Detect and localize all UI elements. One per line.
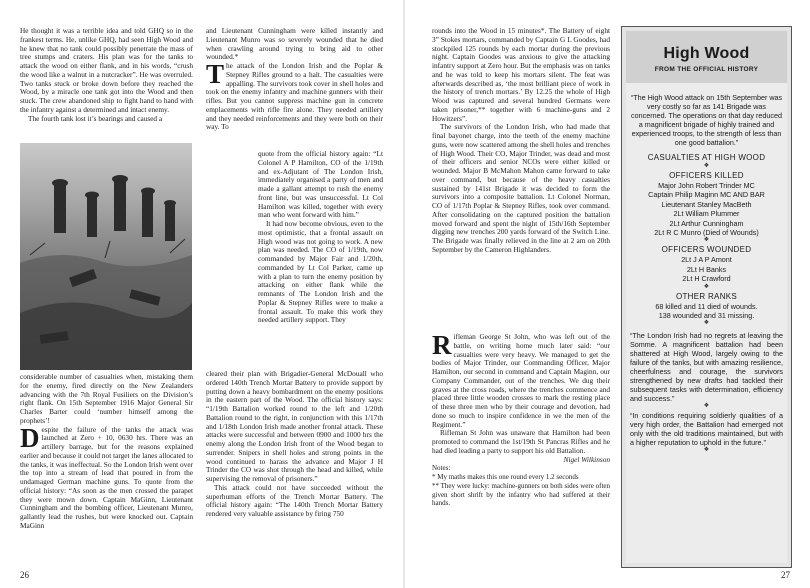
sidebar-quote: “The London Irish had no regrets at leaving the Somme. A magnificent battalion had been shattered at High Wood, largely owing to the failure of the tanks, but with amazing resilience, cheerfulness and courage, the survivors strengthened by new drafts had tackled their subsequent tasks with determination, efficiency and success.”	[630, 331, 783, 404]
list-item: Captain Philip Maginn MC AND BAR	[648, 190, 765, 200]
other-ranks-heading: OTHER RANKS	[675, 291, 738, 301]
sidebar-subtitle: FROM THE OFFICIAL HISTORY	[654, 66, 759, 73]
left-column-2-bottom	[206, 370, 383, 565]
left-column-1-top	[20, 27, 193, 141]
list-item: 138 wounded and 31 missing.	[658, 311, 755, 321]
sidebar-title: High Wood	[663, 45, 750, 62]
paragraph: cleared their plan with Brigadier-General McDouall who ordered 140th Trench Mortar Battery to provide support by putting down a heavy bombardment on the enemy positions in the eastern part of the Wood. The official history says: “1/19th Battalion worked round to the left and 1/20th Battalion round to the right, in conjunction with this 1/17th and 1/18th London Irish made another frontal attack. These attacks were successful and between 0900 and 1000 hrs the enemy along the London Irish front of the Wood began to surrender. Snipers in shell holes and strong points in the wood continued to harass the advance and Major J H Trinder the CO was shot through the head and killed, while supervising the removal of prisoners.”	[206, 370, 383, 483]
officers-wounded-heading: OFFICERS WOUNDED	[661, 245, 752, 255]
right-column-1-top	[432, 27, 610, 332]
left-column-2-narrow	[258, 150, 383, 370]
drop-cap: R	[432, 333, 452, 360]
divider-ornament: ❖	[703, 320, 710, 327]
right-column-1-bottom	[432, 333, 610, 565]
paragraph: He thought it was a terrible idea and told GHQ so in the frankest terms. He, unlike GHQ, had seen High Wood and he knew that no tank could possibly penetrate the mass of tree stumps and craters. His plan was for the tanks to attack the wood on either flank, and in his words, “crush the wood like a walnut in a nutcracker”. He was overruled. Two tanks stuck or broke down before they reached the Wood, by a miracle one tank got into the Wood and then stuck. The crew abandoned ship to fight hand to hand with the infantry against a determined and intact enemy.	[20, 27, 193, 114]
left-column-2-top	[206, 27, 383, 150]
author-signature: Nigel Wilkinson	[563, 454, 610, 464]
paragraph: ifleman George St John, who was left out of the battle, on writing home much later said: “our casualties were very heavy. We managed to get the bodies of Major Trinder, our Commanding Officer, Major Hamilton, our second in command and Captain Maginn, our Company Commander, out of the trenches. We dug their graves at the cross roads, where the trenches commence and placed three little wooden crosses to mark the resting place of these three men who by their courage and devotion, had done so much to inspire confidence in we the men of the Regiment.”	[432, 333, 610, 429]
page-number-right: 27	[781, 570, 790, 580]
sidebar-title-bar	[626, 31, 787, 83]
drop-cap: T	[206, 59, 225, 89]
divider-ornament: ❖	[703, 163, 710, 169]
paragraph: and Lieutenant Cunningham were killed instantly and Lieutenant Munro was so severely wounded that he died when crawling around trying to bring aid to other wounded.*	[206, 27, 383, 62]
paragraph: The survivors of the London Irish, who had made that final bayonet charge, into the teeth of the enemy machine guns, were now scattered among the shell holes and trenches of High Wood. Their CO, Major Trinder, was dead and most of their officers and senior NCOs were either killed or wounded. Major B McMahon Mahon came forward to take over command, but because of the heavy casualties sustained by 141st Brigade it was decided to form the survivors into a composite battalion. Lt Colonel Norman, CO of 1/17th Poplar & Stepney Rifles, took over command. After consolidating on the captured position the battalion moved forward and spent the night of 15th/16th September digging new trenches 200 yards forward of the Switch Line. The Brigade was finally relieved in the line at 2 am on 20th September by the Cameron Highlanders.	[432, 122, 610, 254]
list-item: Major John Robert Trinder MC	[658, 181, 755, 190]
divider-ornament: ❖	[703, 237, 710, 244]
list-item: 2Lt H Banks	[686, 264, 727, 274]
paragraph: he attack of the London Irish and the Poplar & Stepney Rifles ground to a halt. The casualties were appalling. The survivors took cover in shell holes and took on the enemy infantry and machine gunners with their rifles. But you cannot suppress machine gun in concrete emplacements with rifle fire alone. They needed artillery and they needed reinforcements and they were both on their way. To	[206, 61, 383, 132]
notes-label: Notes:	[432, 464, 451, 473]
paragraph: This attack could not have succeeded without the superhuman efforts of the Trench Mortar Battery. The official history again: “The 140th Trench Mortar Battery rendered very valuable assistance by firing 750	[206, 482, 383, 518]
divider-ornament: ❖	[703, 403, 710, 410]
paragraph: It had now become obvious, even to the most optimistic, that a frontal assault on High wood was not going to work. A new plan was needed. The CO of 1/19th, now commanded by Major Fair and 1/20th, commanded by Lt Col Parker, came up with a plan to turn the enemy position by attacking on either flank while the remnants of The London Irish and the Poplar & Stepney Rifles were to make a frontal assault. To make this work they needed artillery support. They	[258, 219, 383, 325]
left-column-1-bottom	[20, 373, 193, 565]
sidebar-inner	[626, 31, 787, 563]
battlefield-photo-illustration	[20, 143, 192, 370]
sidebar-quote: “In conditions requiring soldierly qualities of a very high order, the Battalion had emerged not only with the old traditions maintained, but with a higher reputation to uphold in the future.”	[630, 411, 783, 448]
battlefield-photo	[20, 143, 192, 370]
sidebar-body	[630, 93, 783, 454]
divider-ornament: ❖	[703, 447, 710, 454]
list-item: Lieutenant Stanley MacBeth	[661, 199, 752, 209]
divider-ornament: ❖	[703, 283, 710, 290]
casualties-heading: CASUALTIES AT HIGH WOOD	[647, 153, 766, 162]
left-page	[0, 0, 403, 588]
paragraph: espite the failure of the tanks the attack was launched at Zero + 10, 0630 hrs. There was an artillery barrage, but for the reasons explained earlier and because it could not target the lanes allocated to the tanks, it was ineffectual. So the London Irish went over the top into a stream of lead that poured in from the undamaged German machine guns. To quote from the official history: “As soon as the men crossed the parapet they were mown down. Captain MaGinn, Lieutenant Cunningham and the bombing officer, Lieutenant Munro, gallantly lead the rushes, but were knocked out. Captain MaGinn	[20, 424, 193, 530]
list-item: 2Lt William Plummer	[673, 209, 740, 219]
paragraph: rounds into the Wood in 15 minutes*. The Battery of eight 3” Stokes mortars, commanded by Captain G L Goodes, had stockpiled 125 rounds by each mortar during the previous night. Captain Goodes was anxious to give the attacking infantry support at Zero hour. But the emphasis was on tanks and he was told to keep his mortars silent. The feat was afterwards described as, ‘the most brilliant piece of work in the history of trench mortars.’ By 12.25 the whole of High Wood was captured and several hundred Germans were taken prisoner,** together with 6 machine-guns and 2 Howitzers”.	[432, 27, 610, 123]
list-item: 2Lt Arthur Cunningham	[669, 218, 744, 228]
list-item: 2Lt H Crawford	[682, 274, 731, 284]
high-wood-sidebar	[621, 26, 792, 568]
paragraph: quote from the official history again: “Lt Colonel A P Hamilton, CO of the 1/19th and ex-Adjutant of The London Irish, immediately organised a party of men and made a gallant attempt to rush the enemy front line, but was unsuccessful. Lt Col Hamilton was killed, together with every man who went forward with him.”	[258, 150, 383, 220]
drop-cap: D	[20, 422, 40, 453]
paragraph: Rifleman St John was unaware that Hamilton had been promoted to command the 1st/19th St Pancras Rifles and he had died leading a party to support his old Battalion.	[432, 428, 610, 455]
page-number-left: 26	[20, 570, 29, 580]
right-page	[405, 0, 810, 588]
list-item: 2Lt R C Munro (Died of Wounds)	[654, 228, 759, 238]
footnote: ** They were lucky: machine-gunners on both sides were often given short shrift by the infantry who had suffered at their hands.	[432, 481, 610, 508]
paragraph: The fourth tank lost it’s bearings and caused a	[28, 113, 163, 123]
list-item: 2Lt J A P Amont	[681, 255, 732, 265]
list-item: 68 killed and 11 died of wounds.	[655, 301, 758, 311]
paragraph: considerable number of casualties when, mistaking them for the enemy, fired directly on the New Zealanders advancing with the 7th Royal Fusiliers on the Division’s right flank. On 15th September 1916 Major General Sir Charles Barter could ‘number himself among the prophets’!	[20, 373, 193, 425]
footnote: * My maths makes this one round every 1.2 seconds	[432, 473, 579, 481]
officers-killed-heading: OFFICERS KILLED	[669, 171, 744, 180]
sidebar-quote: “The High Wood attack on 15th September was very costly so far as 141 Brigade was concerned. The operations on that day reduced a magnificent brigade of highly trained and experienced troops, to the strength of less than one good battalion.”	[630, 93, 783, 147]
